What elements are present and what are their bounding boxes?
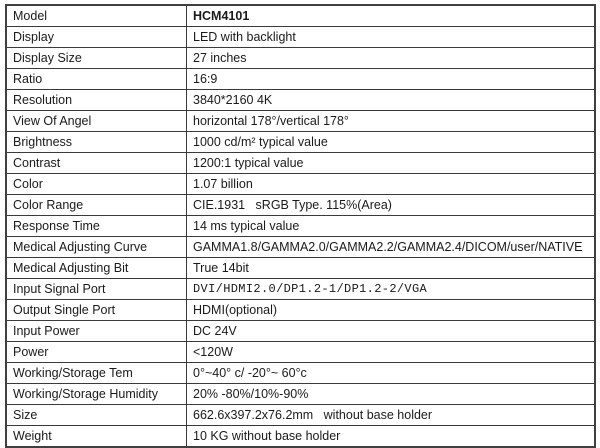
spec-row: [6, 300, 595, 321]
spec-value: 20% -80%/10%-90%: [187, 384, 596, 405]
spec-value: HCM4101: [187, 5, 596, 27]
spec-row: [6, 90, 595, 111]
spec-value: 1.07 billion: [187, 174, 596, 195]
spec-value: DC 24V: [187, 321, 596, 342]
spec-label: Medical Adjusting Curve: [6, 237, 187, 258]
spec-label: Response Time: [6, 216, 187, 237]
spec-value: 3840*2160 4K: [187, 90, 596, 111]
spec-row: [6, 237, 595, 258]
spec-value: 0°~40° c/ -20°~ 60°c: [187, 363, 596, 384]
spec-value: HDMI(optional): [187, 300, 596, 321]
spec-label: Input Signal Port: [6, 279, 187, 300]
spec-value: GAMMA1.8/GAMMA2.0/GAMMA2.2/GAMMA2.4/DICOM/user/NATIVE: [187, 237, 596, 258]
spec-label: Weight: [6, 426, 187, 448]
spec-row: [6, 27, 595, 48]
spec-label: Medical Adjusting Bit: [6, 258, 187, 279]
spec-row: [6, 48, 595, 69]
spec-label: Ratio: [6, 69, 187, 90]
spec-row: [6, 5, 595, 27]
spec-label: Working/Storage Humidity: [6, 384, 187, 405]
spec-row: [6, 111, 595, 132]
spec-table-body: [6, 5, 595, 447]
spec-value: CIE.1931 sRGB Type. 115%(Area): [187, 195, 596, 216]
spec-row: [6, 195, 595, 216]
spec-row: [6, 174, 595, 195]
spec-value: horizontal 178°/vertical 178°: [187, 111, 596, 132]
spec-value: 662.6x397.2x76.2mm without base holder: [187, 405, 596, 426]
spec-value: 1000 cd/m² typical value: [187, 132, 596, 153]
spec-row: [6, 69, 595, 90]
spec-row: [6, 279, 595, 300]
spec-value: DVI/HDMI2.0/DP1.2-1/DP1.2-2/VGA: [187, 279, 596, 300]
spec-label: Power: [6, 342, 187, 363]
spec-value: True 14bit: [187, 258, 596, 279]
spec-label: Resolution: [6, 90, 187, 111]
spec-value: 14 ms typical value: [187, 216, 596, 237]
spec-label: Color: [6, 174, 187, 195]
spec-value: 16:9: [187, 69, 596, 90]
spec-row: [6, 321, 595, 342]
spec-label: Brightness: [6, 132, 187, 153]
spec-label: Display: [6, 27, 187, 48]
spec-row: [6, 132, 595, 153]
spec-label: Working/Storage Tem: [6, 363, 187, 384]
spec-table: [5, 4, 596, 448]
spec-row: [6, 342, 595, 363]
spec-label: Contrast: [6, 153, 187, 174]
spec-label: Model: [6, 5, 187, 27]
spec-label: Display Size: [6, 48, 187, 69]
spec-row: [6, 363, 595, 384]
spec-value: LED with backlight: [187, 27, 596, 48]
spec-value: 27 inches: [187, 48, 596, 69]
spec-label: View Of Angel: [6, 111, 187, 132]
spec-label: Output Single Port: [6, 300, 187, 321]
spec-value: 1200:1 typical value: [187, 153, 596, 174]
spec-row: [6, 153, 595, 174]
spec-value: <120W: [187, 342, 596, 363]
spec-label: Input Power: [6, 321, 187, 342]
spec-row: [6, 216, 595, 237]
spec-row: [6, 258, 595, 279]
spec-value: 10 KG without base holder: [187, 426, 596, 448]
spec-label: Color Range: [6, 195, 187, 216]
spec-row: [6, 384, 595, 405]
spec-label: Size: [6, 405, 187, 426]
spec-row: [6, 426, 595, 448]
spec-row: [6, 405, 595, 426]
